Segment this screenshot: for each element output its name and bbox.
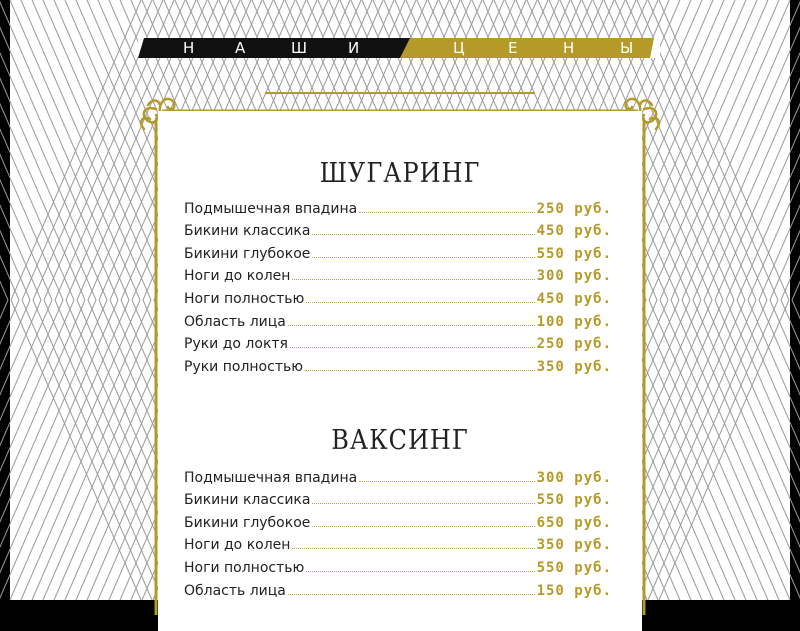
service-price: 650 руб. bbox=[536, 514, 612, 531]
service-price: 450 руб. bbox=[536, 223, 612, 240]
service-name: Бикини глубокое bbox=[184, 514, 311, 531]
service-name: Руки полностью bbox=[184, 358, 304, 375]
service-name: Ноги полностью bbox=[184, 559, 305, 576]
service-name: Ноги до колен bbox=[184, 537, 291, 554]
dot-leader bbox=[292, 548, 534, 549]
price-row bbox=[184, 262, 612, 285]
price-row bbox=[184, 330, 612, 353]
price-list-waxing bbox=[184, 463, 612, 599]
price-row bbox=[184, 217, 612, 240]
service-name: Бикини классика bbox=[184, 492, 311, 509]
price-row bbox=[184, 576, 612, 599]
price-row bbox=[184, 284, 612, 307]
banner-letter: Е bbox=[508, 39, 518, 57]
price-row bbox=[184, 194, 612, 217]
price-page bbox=[10, 0, 790, 600]
banner-letter: Ц bbox=[453, 39, 465, 57]
service-name: Ноги полностью bbox=[184, 290, 305, 307]
service-price: 250 руб. bbox=[536, 200, 612, 217]
banner-letter: И bbox=[348, 39, 360, 57]
dot-leader bbox=[312, 503, 534, 504]
service-price: 450 руб. bbox=[536, 290, 612, 307]
top-decorative-text bbox=[310, 0, 510, 6]
banner-letter: Ш bbox=[291, 39, 308, 57]
price-row bbox=[184, 553, 612, 576]
price-card bbox=[130, 95, 670, 615]
price-row bbox=[184, 463, 612, 486]
service-price: 300 руб. bbox=[536, 469, 612, 486]
price-card-content bbox=[158, 111, 642, 631]
service-price: 350 руб. bbox=[536, 358, 612, 375]
service-name: Область лица bbox=[184, 582, 286, 599]
dot-leader bbox=[288, 594, 535, 595]
dot-leader bbox=[312, 526, 534, 527]
price-row bbox=[184, 508, 612, 531]
prices-banner bbox=[138, 38, 660, 58]
price-row bbox=[184, 307, 612, 330]
price-row bbox=[184, 486, 612, 509]
service-name: Руки до локтя bbox=[184, 336, 288, 353]
banner-letter: Н bbox=[183, 39, 195, 57]
service-price: 550 руб. bbox=[536, 492, 612, 509]
dot-leader bbox=[292, 279, 534, 280]
service-name: Бикини глубокое bbox=[184, 245, 311, 262]
banner-letter: Н bbox=[563, 39, 575, 57]
section-title-waxing: ВАКСИНГ bbox=[331, 424, 469, 456]
price-row bbox=[184, 352, 612, 375]
dot-leader bbox=[312, 234, 534, 235]
service-price: 100 руб. bbox=[536, 313, 612, 330]
service-name: Ноги до колен bbox=[184, 268, 291, 285]
service-price: 300 руб. bbox=[536, 268, 612, 285]
service-name: Подмышечная впадина bbox=[184, 469, 358, 486]
dot-leader bbox=[306, 571, 534, 572]
service-name: Область лица bbox=[184, 313, 286, 330]
service-name: Бикини классика bbox=[184, 223, 311, 240]
dot-leader bbox=[290, 347, 535, 348]
section-title-sugaring: ШУГАРИНГ bbox=[319, 157, 481, 189]
service-price: 550 руб. bbox=[536, 559, 612, 576]
service-price: 350 руб. bbox=[536, 537, 612, 554]
dot-leader bbox=[288, 325, 535, 326]
service-price: 550 руб. bbox=[536, 245, 612, 262]
banner-letter: А bbox=[235, 39, 246, 57]
service-price: 150 руб. bbox=[536, 582, 612, 599]
price-row bbox=[184, 531, 612, 554]
dot-leader bbox=[312, 257, 534, 258]
price-row bbox=[184, 239, 612, 262]
price-list-sugaring bbox=[184, 194, 612, 375]
service-name: Подмышечная впадина bbox=[184, 200, 358, 217]
service-price: 250 руб. bbox=[536, 336, 612, 353]
dot-leader bbox=[305, 370, 535, 371]
dot-leader bbox=[359, 212, 534, 213]
dot-leader bbox=[359, 481, 534, 482]
dot-leader bbox=[306, 302, 534, 303]
banner-notch bbox=[138, 38, 660, 58]
banner-letter: Ы bbox=[620, 39, 634, 57]
